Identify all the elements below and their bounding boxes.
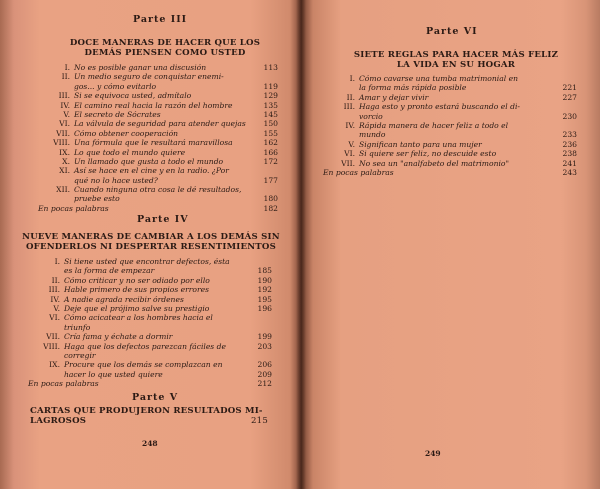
toc-row bbox=[50, 148, 278, 157]
summary-page: 243 bbox=[562, 167, 577, 177]
page-number: 177 bbox=[263, 175, 278, 185]
chapter-number: I. bbox=[54, 257, 60, 266]
toc-row bbox=[50, 194, 278, 203]
page-number: 185 bbox=[257, 266, 272, 276]
chapter-number: IV. bbox=[60, 100, 70, 110]
chapter-number: II. bbox=[51, 275, 60, 285]
chapter-number: VII. bbox=[341, 158, 355, 168]
toc-row bbox=[50, 91, 278, 100]
toc-row bbox=[335, 74, 577, 83]
toc-row bbox=[50, 110, 278, 119]
toc-row bbox=[50, 63, 278, 72]
toc-row bbox=[335, 159, 577, 168]
toc-row bbox=[335, 112, 577, 121]
toc-row bbox=[335, 149, 577, 158]
chapter-title: No sea un "analfabeto del matrimonio" bbox=[359, 158, 509, 168]
toc-row bbox=[50, 82, 278, 91]
page-number: 233 bbox=[562, 130, 577, 140]
toc-row bbox=[50, 157, 278, 166]
chapter-title: Una fórmula que le resultará maravillosa bbox=[74, 138, 233, 148]
chapter-title: Si se equivoca usted, admítalo bbox=[74, 91, 192, 101]
page-number: 236 bbox=[562, 139, 577, 149]
page-number: 162 bbox=[263, 138, 278, 148]
chapter-number: I. bbox=[349, 74, 355, 83]
part-iv-title-line-1: NUEVE MANERAS DE CAMBIAR A LOS DEMÁS SIN bbox=[22, 232, 280, 242]
chapter-title: Haga que los defectos parezcan fáciles de bbox=[64, 341, 226, 351]
summary-page: 182 bbox=[263, 203, 278, 213]
chapter-title: es la forma de empezar bbox=[64, 266, 155, 276]
chapter-title: Cómo criticar y no ser odiado por ello bbox=[64, 275, 210, 285]
chapter-title: la forma más rápida posible bbox=[359, 83, 467, 93]
chapter-title: vorcio bbox=[359, 111, 383, 121]
chapter-number: XII. bbox=[56, 185, 70, 195]
toc-row bbox=[50, 119, 278, 128]
page-number: 209 bbox=[257, 369, 272, 379]
chapter-title: El camino real hacia la razón del hombre bbox=[74, 100, 233, 110]
chapter-title: Lo que todo el mundo quiere bbox=[74, 147, 186, 157]
chapter-title: Cómo obtener cooperación bbox=[74, 128, 179, 138]
chapter-number: X. bbox=[62, 156, 70, 166]
chapter-number: IV. bbox=[50, 294, 60, 304]
chapter-title: Hable primero de sus propios errores bbox=[64, 285, 210, 295]
toc-row bbox=[335, 140, 577, 149]
chapter-title: pruebe esto bbox=[74, 194, 120, 204]
chapter-number: V. bbox=[348, 139, 355, 149]
chapter-title: Rápida manera de hacer feliz a todo el bbox=[359, 120, 509, 130]
part-iii-heading: Parte III bbox=[133, 14, 188, 25]
right-page bbox=[301, 0, 600, 489]
toc-row bbox=[40, 285, 272, 294]
toc-row bbox=[50, 138, 278, 147]
part-iii-title bbox=[40, 38, 290, 58]
chapter-title: triunfo bbox=[64, 322, 91, 332]
part-iii-title-line-2: DEMÁS PIENSEN COMO USTED bbox=[84, 48, 246, 58]
chapter-number: III. bbox=[48, 285, 60, 295]
chapter-title: Cómo acicatear a los hombres hacia el bbox=[64, 313, 213, 323]
toc-row bbox=[335, 83, 577, 92]
chapter-number: V. bbox=[53, 303, 60, 313]
page-number: 172 bbox=[263, 156, 278, 166]
toc-row bbox=[40, 332, 272, 341]
toc-row bbox=[50, 101, 278, 110]
chapter-number: XI. bbox=[59, 166, 70, 176]
page-number: 203 bbox=[257, 341, 272, 351]
chapter-title: gos... y cómo evitarlo bbox=[74, 81, 157, 91]
summary-page: 212 bbox=[257, 379, 272, 389]
part-v-title-line-1: CARTAS QUE PRODUJERON RESULTADOS MI- bbox=[30, 406, 263, 416]
part-iii-title-line-1: DOCE MANERAS DE HACER QUE LOS bbox=[69, 38, 261, 48]
part-v-heading: Parte V bbox=[132, 392, 179, 403]
chapter-number: VIII. bbox=[53, 138, 70, 148]
chapter-title: Cómo cavarse una tumba matrimonial en bbox=[359, 74, 518, 83]
toc-row bbox=[40, 370, 272, 379]
toc-row bbox=[335, 93, 577, 102]
chapter-title: corregir bbox=[64, 350, 96, 360]
page-number: 206 bbox=[257, 360, 272, 370]
chapter-title: Cría fama y échate a dormir bbox=[64, 332, 173, 342]
chapter-title: Procure que los demás se complazcan en bbox=[64, 360, 223, 370]
toc-row-summary bbox=[323, 167, 577, 177]
page-number: 195 bbox=[257, 294, 272, 304]
toc-row bbox=[40, 323, 272, 332]
chapter-number: I. bbox=[64, 63, 70, 72]
chapter-title: Deje que el prójimo salve su prestigio bbox=[64, 303, 210, 313]
chapter-title: Un medio seguro de conquistar enemi- bbox=[74, 72, 224, 82]
toc-row bbox=[335, 121, 577, 130]
chapter-title: Si tiene usted que encontrar defectos, ésta bbox=[64, 257, 230, 266]
page-number: 166 bbox=[263, 147, 278, 157]
chapter-number: IX. bbox=[49, 360, 60, 370]
chapter-number: III. bbox=[58, 91, 70, 101]
part-iv-heading: Parte IV bbox=[137, 214, 189, 225]
summary-title: En pocas palabras bbox=[38, 203, 109, 213]
chapter-number: IX. bbox=[59, 147, 70, 157]
toc-row bbox=[50, 166, 278, 175]
chapter-number: VI. bbox=[344, 149, 355, 159]
chapter-title: Un llamado que gusta a todo el mundo bbox=[74, 156, 224, 166]
toc-row bbox=[335, 130, 577, 139]
chapter-number: VI. bbox=[59, 119, 70, 129]
part-v-title-line-2: LAGROSOS 215 bbox=[30, 416, 268, 426]
toc-row bbox=[50, 185, 278, 194]
chapter-number: II. bbox=[61, 72, 70, 82]
chapter-number: III. bbox=[343, 102, 355, 112]
chapter-title: Haga esto y pronto estará buscando el di- bbox=[359, 102, 520, 112]
page-number: 199 bbox=[257, 332, 272, 342]
chapter-number: VI. bbox=[49, 313, 60, 323]
part-iii-toc bbox=[38, 63, 278, 213]
page-number: 241 bbox=[562, 158, 577, 168]
part-v-title bbox=[30, 406, 280, 426]
toc-row bbox=[40, 276, 272, 285]
chapter-title: No es posible ganar una discusión bbox=[74, 63, 207, 72]
part-vi-title-line-2: LA VIDA EN SU HOGAR bbox=[396, 60, 516, 70]
page-number: 113 bbox=[263, 63, 278, 72]
chapter-number: VII. bbox=[56, 128, 70, 138]
page-number: 150 bbox=[263, 119, 278, 129]
toc-row bbox=[335, 102, 577, 111]
page-number: 221 bbox=[562, 83, 577, 93]
page-number: 135 bbox=[263, 100, 278, 110]
toc-row-summary bbox=[38, 203, 278, 213]
page-number: 196 bbox=[257, 303, 272, 313]
left-folio: 248 bbox=[142, 439, 158, 448]
page-number: 119 bbox=[263, 81, 278, 91]
toc-row bbox=[40, 257, 272, 266]
chapter-title: mundo bbox=[359, 130, 386, 140]
chapter-title: Así se hace en el cine y en la radio. ¿Por bbox=[74, 166, 229, 176]
part-vi-heading: Parte VI bbox=[426, 26, 478, 37]
part-v-page: 215 bbox=[250, 416, 268, 426]
chapter-number: II. bbox=[346, 92, 355, 102]
toc-row bbox=[50, 72, 278, 81]
chapter-title: qué no lo hace usted? bbox=[74, 175, 158, 185]
page-number: 145 bbox=[263, 109, 278, 119]
part-iv-title bbox=[20, 232, 282, 252]
toc-row bbox=[40, 304, 272, 313]
page-number: 180 bbox=[263, 194, 278, 204]
chapter-title: A nadie agrada recibir órdenes bbox=[64, 294, 184, 304]
part-vi-title-line-1: SIETE REGLAS PARA HACER MÁS FELIZ bbox=[353, 50, 559, 60]
part-iv-toc bbox=[28, 257, 272, 389]
page-number: 192 bbox=[257, 285, 272, 295]
page-number: 230 bbox=[562, 111, 577, 121]
chapter-title: Significan tanto para una mujer bbox=[359, 139, 482, 149]
toc-row bbox=[40, 313, 272, 322]
summary-title: En pocas palabras bbox=[323, 167, 394, 177]
page-number: 129 bbox=[263, 91, 278, 101]
chapter-title: hacer lo que usted quiere bbox=[64, 369, 163, 379]
chapter-title: La válvula de seguridad para atender quejas bbox=[74, 119, 246, 129]
toc-row bbox=[50, 176, 278, 185]
toc-row bbox=[40, 295, 272, 304]
toc-row bbox=[40, 360, 272, 369]
part-vi-title bbox=[331, 50, 581, 70]
chapter-number: IV. bbox=[345, 120, 355, 130]
toc-row bbox=[50, 129, 278, 138]
chapter-title: Si quiere ser feliz, no descuide esto bbox=[359, 149, 497, 159]
page-number: 190 bbox=[257, 275, 272, 285]
toc-row bbox=[40, 342, 272, 351]
right-folio: 249 bbox=[425, 449, 441, 458]
toc-row bbox=[40, 266, 272, 275]
book-gutter bbox=[296, 0, 306, 489]
chapter-title: Cuando ninguna otra cosa le dé resultados, bbox=[74, 185, 242, 195]
summary-title: En pocas palabras bbox=[28, 379, 99, 389]
toc-row-summary bbox=[28, 379, 272, 389]
page-number: 227 bbox=[562, 92, 577, 102]
chapter-number: VII. bbox=[46, 332, 60, 342]
toc-row bbox=[40, 351, 272, 360]
chapter-title: El secreto de Sócrates bbox=[74, 109, 161, 119]
part-iv-title-line-2: OFENDERLOS NI DESPERTAR RESENTIMIENTOS bbox=[25, 242, 276, 252]
page-number: 155 bbox=[263, 128, 278, 138]
part-vi-toc bbox=[323, 74, 577, 177]
chapter-number: V. bbox=[63, 109, 70, 119]
chapter-title: Amar y dejar vivir bbox=[359, 92, 429, 102]
page-number: 238 bbox=[562, 149, 577, 159]
chapter-number: VIII. bbox=[43, 341, 60, 351]
